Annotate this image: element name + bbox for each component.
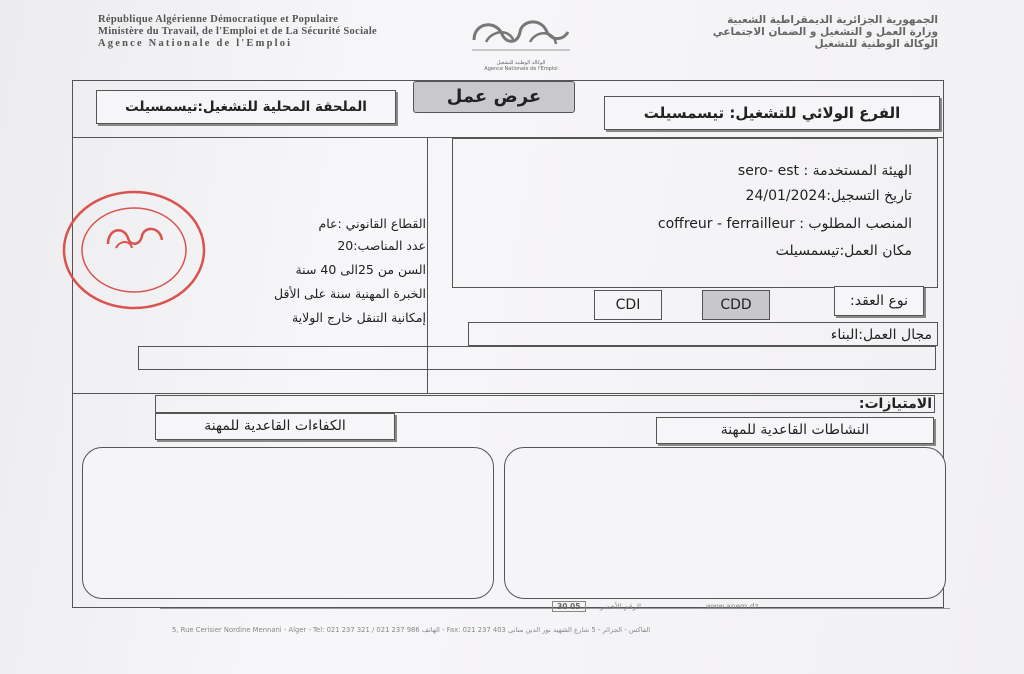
benefits-box xyxy=(155,395,935,413)
logo-caption-ar: الوكالة الوطنية للتشغيل xyxy=(496,60,546,66)
employer-details-box xyxy=(452,138,938,288)
workplace-row: مكان العمل:تيسمسيلت xyxy=(775,243,912,259)
header-ar-agency: الوكالة الوطنية للتشغيل xyxy=(814,38,938,50)
header-ar-republic: الجمهورية الجزائرية الديمقراطية الشعبية xyxy=(727,14,938,26)
core-competencies-area[interactable] xyxy=(82,447,494,599)
header-line-republic: République Algérienne Démocratique et Populaire xyxy=(98,14,339,25)
contract-cdi-box[interactable]: CDI xyxy=(594,290,662,320)
footer-website: www.anem.dz xyxy=(706,602,759,611)
core-activities-area[interactable] xyxy=(504,447,946,599)
age-range: السن من 25الى 40 سنة xyxy=(295,262,426,277)
logo-caption-fr: Agence Nationale de l'Emploi xyxy=(484,66,558,72)
field-of-work-label: مجال العمل:البناء xyxy=(830,327,932,343)
stamp-seal-icon xyxy=(60,188,208,312)
local-annex-title: الملحقة المحلية للتشغيل:تيسمسيلت xyxy=(96,90,396,124)
field-of-work-entry xyxy=(138,346,936,370)
contract-type-label: نوع العقد: xyxy=(834,286,924,316)
row-divider-1 xyxy=(72,393,944,394)
anem-logo-icon xyxy=(466,12,576,56)
anem-logo xyxy=(466,12,576,72)
french-header xyxy=(98,14,377,50)
position-row xyxy=(658,216,912,232)
official-stamp xyxy=(60,188,208,312)
position-value: coffreur - ferrailleur xyxy=(657,216,795,232)
footer-green-number: 30 05 xyxy=(552,601,586,612)
employer-value: sero- est xyxy=(737,163,799,179)
header-line-ministry: Ministère du Travail, de l'Emploi et de La Sécurité Sociale xyxy=(98,26,378,37)
header-ar-ministry: وزارة العمل و التشغيل و الضمان الاجتماعي xyxy=(712,26,938,38)
contract-cdd-box[interactable]: CDD xyxy=(702,290,770,320)
employer-row xyxy=(738,163,912,179)
positions-count: عدد المناصب:20 xyxy=(337,238,426,253)
legal-sector: القطاع القانوني :عام xyxy=(318,216,426,231)
mobility: إمكانية التنقل خارج الولاية xyxy=(291,310,426,325)
registration-row xyxy=(746,188,912,204)
offer-title: عرض عمل xyxy=(413,81,575,113)
experience: الخبرة المهنية سنة على الأقل xyxy=(274,286,426,301)
registration-value: 24/01/2024 xyxy=(745,188,827,204)
arabic-header xyxy=(713,14,938,50)
position-label: المنصب المطلوب : xyxy=(799,216,912,232)
benefits-label: الامتيازات: xyxy=(858,396,932,412)
footer-address: 5, Rue Cerisier Nordine Mennani - Alger - Tel: 021 237 321 / 021 237 986 الهاتف - Fax: 021 237 403 الفاكس - الجزائر - 5 شارع الشهيد نور الدين منانى xyxy=(172,626,651,634)
core-competencies-title: الكفاءات القاعدية للمهنة xyxy=(155,413,395,440)
header-line-agency: Agence Nationale de l'Emploi xyxy=(98,38,293,49)
employer-label: الهيئة المستخدمة : xyxy=(803,163,912,179)
footer-green-label: الرقم الأخضر xyxy=(600,602,642,611)
wilaya-branch-title: الفرع الولائي للتشغيل: تيسمسيلت xyxy=(604,96,940,130)
core-activities-title: النشاطات القاعدية للمهنة xyxy=(656,417,934,444)
registration-label: تاريخ التسجيل: xyxy=(826,188,912,204)
